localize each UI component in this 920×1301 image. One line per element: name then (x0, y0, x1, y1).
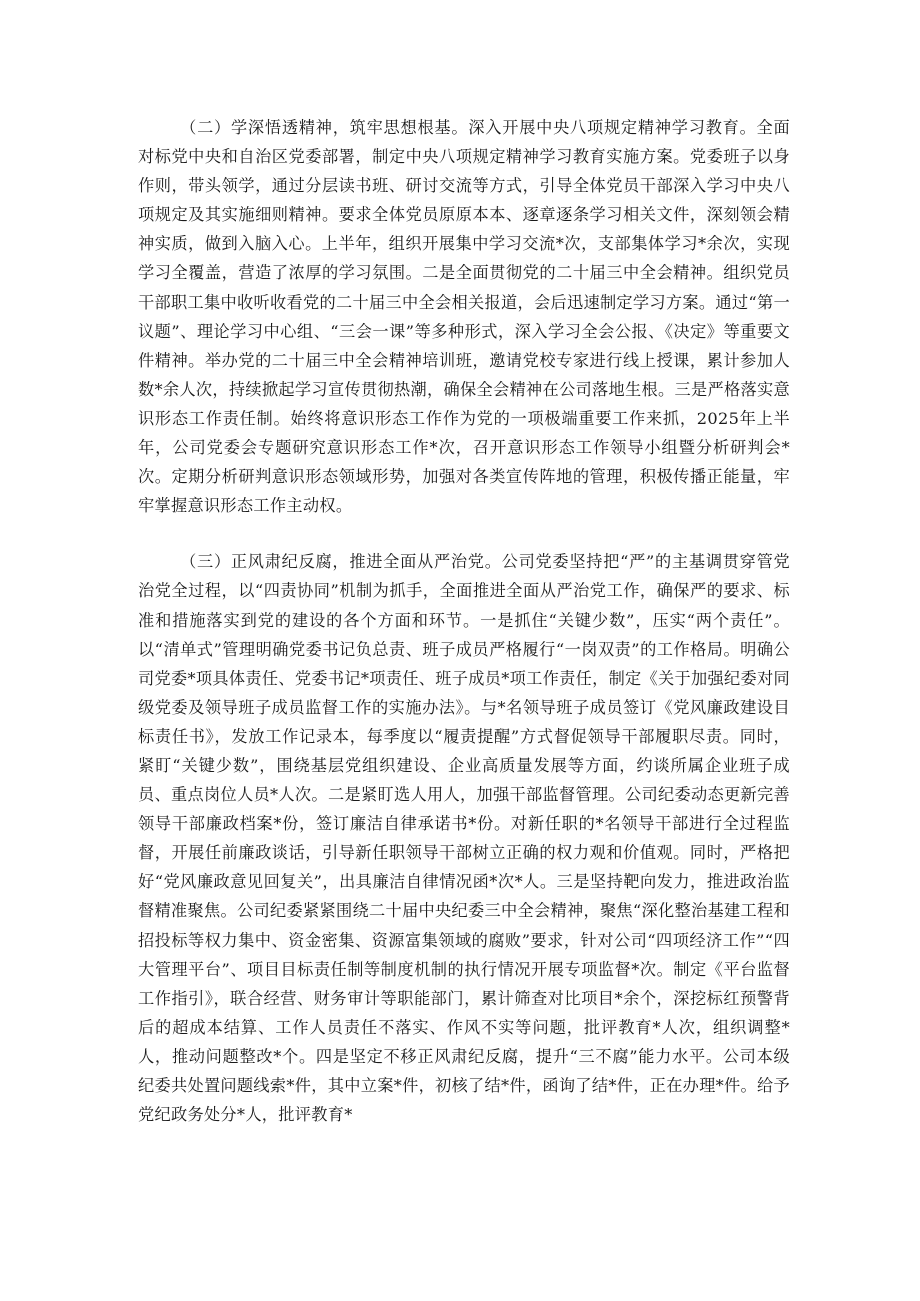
document-body (138, 113, 790, 1129)
paragraph-section-two: （二）学深悟透精神，筑牢思想根基。深入开展中央八项规定精神学习教育。全面对标党中央和自治区党委部署，制定中央八项规定精神学习教育实施方案。党委班子以身作则，带头领学，通过分层读书班、研讨交流等方式，引导全体党员干部深入学习中央八项规定及其实施细则精神。要求全体党员原原本本、逐章逐条学习相关文件，深刻领会精神实质，做到入脑入心。上半年，组织开展集中学习交流*次，支部集体学习*余次，实现学习全覆盖，营造了浓厚的学习氛围。二是全面贯彻党的二十届三中全会精神。组织党员干部职工集中收听收看党的二十届三中全会相关报道，会后迅速制定学习方案。通过“第一议题”、理论学习中心组、“三会一课”等多种形式，深入学习全会公报、《决定》等重要文件精神。举办党的二十届三中全会精神培训班，邀请党校专家进行线上授课，累计参加人数*余人次，持续掀起学习宣传贯彻热潮，确保全会精神在公司落地生根。三是严格落实意识形态工作责任制。始终将意识形态工作作为党的一项极端重要工作来抓，2025年上半年，公司党委会专题研究意识形态工作*次，召开意识形态工作领导小组暨分析研判会*次。定期分析研判意识形态领域形势，加强对各类宣传阵地的管理，积极传播正能量，牢牢掌握意识形态工作主动权。 (138, 118, 790, 516)
paragraph-section-three: （三）正风肃纪反腐，推进全面从严治党。公司党委坚持把“严”的主基调贯穿管党治党全过程，以“四责协同”机制为抓手，全面推进全面从严治党工作，确保严的要求、标准和措施落实到党的建设的各个方面和环节。一是抓住“关键少数”，压实“两个责任”。以“清单式”管理明确党委书记负总责、班子成员严格履行“一岗双责”的工作格局。明确公司党委*项具体责任、党委书记*项责任、班子成员*项工作责任，制定《关于加强纪委对同级党委及领导班子成员监督工作的实施办法》。与*名领导班子成员签订《党风廉政建设目标责任书》，发放工作记录本，每季度以“履责提醒”方式督促领导干部履职尽责。同时，紧盯“关键少数”，围绕基层党组织建设、企业高质量发展等方面，约谈所属企业班子成员、重点岗位人员*人次。二是紧盯选人用人，加强干部监督管理。公司纪委动态更新完善领导干部廉政档案*份，签订廉洁自律承诺书*份。对新任职的*名领导干部进行全过程监督，开展任前廉政谈话，引导新任职领导干部树立正确的权力观和价值观。同时，严格把好“党风廉政意见回复关”，出具廉洁自律情况函*次*人。三是坚持靶向发力，推进政治监督精准聚焦。公司纪委紧紧围绕二十届中央纪委三中全会精神，聚焦“深化整治基建工程和招投标等权力集中、资金密集、资源富集领域的腐败”要求，针对公司“四项经济工作”“四大管理平台”、项目目标责任制等制度机制的执行情况开展专项监督*次。制定《平台监督工作指引》，联合经营、财务审计等职能部门，累计筛查对比项目*余个，深挖标红预警背后的超成本结算、工作人员责任不落实、作风不实等问题，批评教育*人次，组织调整*人，推动问题整改*个。四是坚定不移正风肃纪反腐，提升“三不腐”能力水平。公司本级纪委共处置问题线索*件，其中立案*件，初核了结*件，函询了结*件，正在办理*件。给予党纪政务处分*人，批评教育* (138, 552, 791, 1125)
